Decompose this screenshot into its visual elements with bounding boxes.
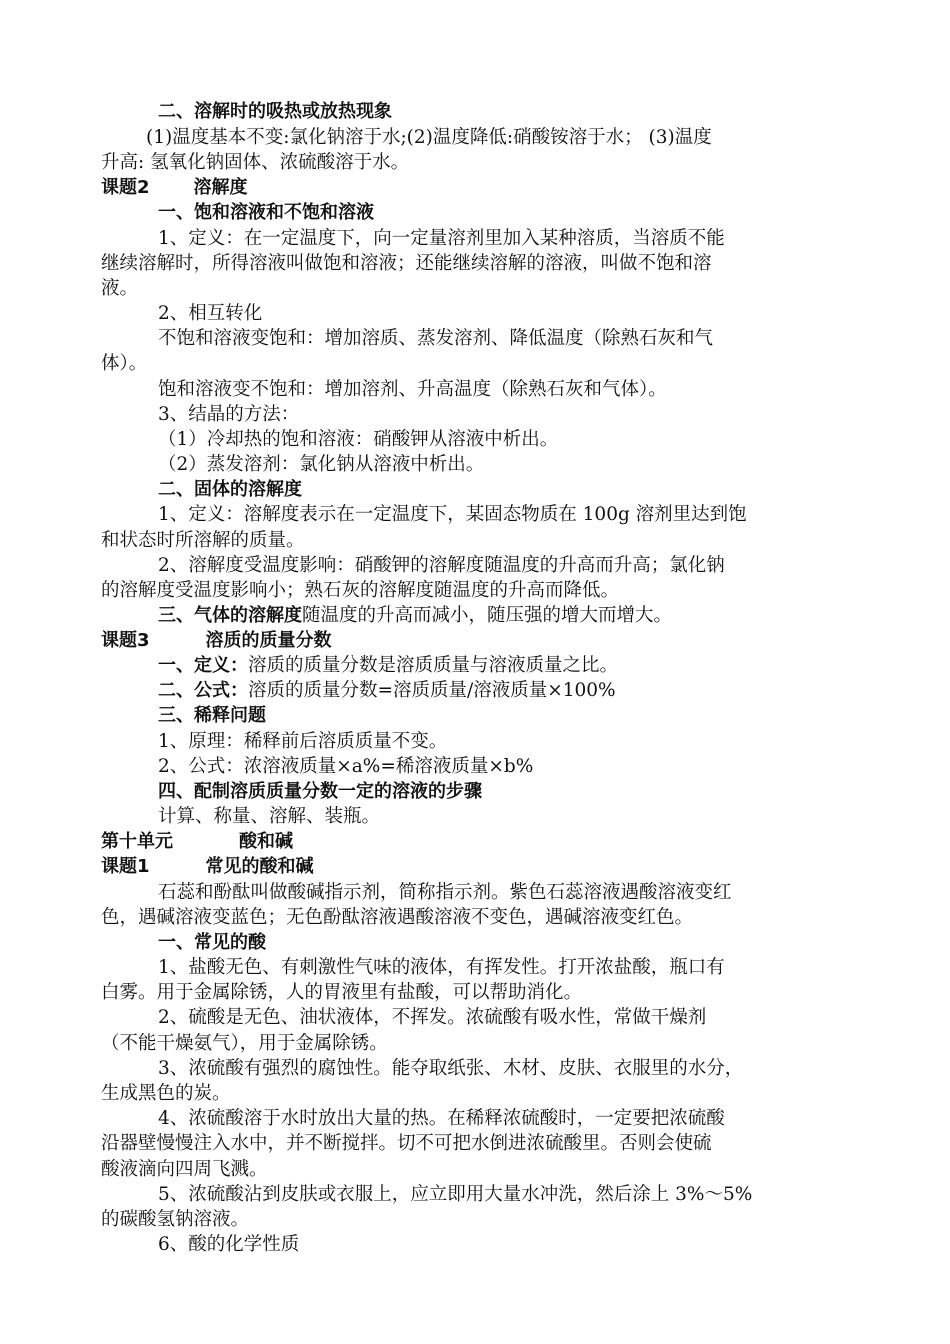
section-heading: 一、饱和溶液和不饱和溶液 (158, 202, 374, 223)
term-label: 一、定义： (158, 655, 248, 676)
paragraph-line: 3、结晶的方法： (158, 404, 300, 425)
lesson-heading-3 (101, 628, 332, 654)
lesson-title: 常见的酸和碱 (205, 856, 314, 877)
lesson-number: 课题2 (101, 177, 150, 198)
paragraph-line: 饱和溶液变不饱和：增加溶剂、升高温度（除熟石灰和气体）。 (158, 379, 667, 400)
paragraph-line (158, 603, 672, 629)
lesson-number: 课题3 (101, 630, 150, 651)
paragraph-line: 色，遇碱溶液变蓝色；无色酚酞溶液遇酸溶液不变色，遇碱溶液变红色。 (101, 907, 694, 928)
paragraph-line: 液。 (101, 278, 139, 299)
list-item: （1）冷却热的饱和溶液：硝酸钾从溶液中析出。 (158, 429, 559, 450)
paragraph-text: 溶质的质量分数是溶质质量与溶液质量之比。 (248, 655, 619, 676)
paragraph-line: 4、浓硫酸溶于水时放出大量的热。在稀释浓硫酸时，一定要把浓硫酸 (158, 1108, 725, 1129)
section-heading: 一、常见的酸 (158, 932, 266, 953)
paragraph-line (158, 678, 616, 704)
unit-title: 酸和碱 (239, 831, 293, 852)
paragraph-line: 生成黑色的炭。 (101, 1083, 231, 1104)
paragraph-line: 2、溶解度受温度影响：硝酸钾的溶解度随温度的升高而升高；氯化钠 (158, 555, 725, 576)
lesson-title: 溶解度 (193, 177, 248, 198)
paragraph-line: 1、盐酸无色、有刺激性气味的液体，有挥发性。打开浓盐酸，瓶口有 (158, 957, 725, 978)
paragraph-line: 2、公式：浓溶液质量×a%=稀溶液质量×b% (158, 756, 534, 777)
lesson-heading-1 (101, 854, 314, 880)
paragraph-line: 1、定义：在一定温度下，向一定量溶剂里加入某种溶质，当溶质不能 (158, 228, 725, 249)
paragraph-line: 继续溶解时，所得溶液叫做饱和溶液；还能继续溶解的溶液，叫做不饱和溶 (101, 253, 712, 274)
term-label: 二、公式： (158, 680, 248, 701)
paragraph-text: 溶质的质量分数=溶质质量/溶液质量×100% (248, 680, 616, 701)
paragraph-line: 3、浓硫酸有强烈的腐蚀性。能夺取纸张、木材、皮肤、衣服里的水分， (158, 1058, 744, 1079)
paragraph-line: 石蕊和酚酞叫做酸碱指示剂，简称指示剂。紫色石蕊溶液遇酸溶液变红 (158, 882, 732, 903)
paragraph-line: 沿器壁慢慢注入水中，并不断搅拌。切不可把水倒进浓硫酸里。否则会使硫 (101, 1133, 712, 1154)
paragraph-line (158, 653, 618, 679)
section-heading: 二、固体的溶解度 (158, 479, 302, 500)
unit-number: 第十单元 (101, 831, 173, 852)
lesson-title: 溶质的质量分数 (205, 630, 332, 651)
paragraph-line: 和状态时所溶解的质量。 (101, 530, 305, 551)
paragraph-line: (1)温度基本不变:氯化钠溶于水;(2)温度降低:硝酸铵溶于水； (3)温度 (146, 127, 712, 148)
list-item: （2）蒸发溶剂：氯化钠从溶液中析出。 (158, 454, 485, 475)
heading-dissolution-heat: 二、溶解时的吸热或放热现象 (158, 101, 392, 122)
paragraph-line: 2、硫酸是无色、油状液体，不挥发。浓硫酸有吸水性，常做干燥剂 (158, 1007, 707, 1028)
paragraph-line: 计算、称量、溶解、装瓶。 (158, 806, 381, 827)
paragraph-line: 1、定义：溶解度表示在一定温度下，某固态物质在 100g 溶剂里达到饱 (158, 504, 747, 525)
paragraph-text: 随温度的升高而减小，随压强的增大而增大。 (302, 605, 673, 626)
section-heading: 三、稀释问题 (158, 705, 266, 726)
section-heading: 四、配制溶质质量分数一定的溶液的步骤 (158, 781, 482, 802)
paragraph-line: 5、浓硫酸沾到皮肤或衣服上，应立即用大量水冲洗，然后涂上 3%～5% (158, 1184, 753, 1205)
paragraph-line: 6、酸的化学性质 (158, 1234, 300, 1255)
paragraph-line: 2、相互转化 (158, 303, 263, 324)
paragraph-line: 的碳酸氢钠溶液。 (101, 1209, 250, 1230)
unit-heading (101, 829, 293, 855)
lesson-heading-2 (101, 175, 248, 201)
paragraph-line: 酸液滴向四周飞溅。 (101, 1159, 268, 1180)
paragraph-line: 升高: 氢氧化钠固体、浓硫酸溶于水。 (101, 152, 410, 173)
paragraph-line: 1、原理：稀释前后溶质质量不变。 (158, 731, 448, 752)
paragraph-line: 的溶解度受温度影响小；熟石灰的溶解度随温度的升高而降低。 (101, 580, 620, 601)
paragraph-line: 白雾。用于金属除锈，人的胃液里有盐酸，可以帮助消化。 (101, 982, 583, 1003)
paragraph-line: 体）。 (101, 353, 148, 374)
lesson-number: 课题1 (101, 856, 150, 877)
section-heading-inline: 三、气体的溶解度 (158, 605, 302, 626)
paragraph-line: 不饱和溶液变饱和：增加溶质、蒸发溶剂、降低温度（除熟石灰和气 (158, 328, 714, 349)
paragraph-line: （不能干燥氨气），用于金属除锈。 (101, 1033, 388, 1054)
